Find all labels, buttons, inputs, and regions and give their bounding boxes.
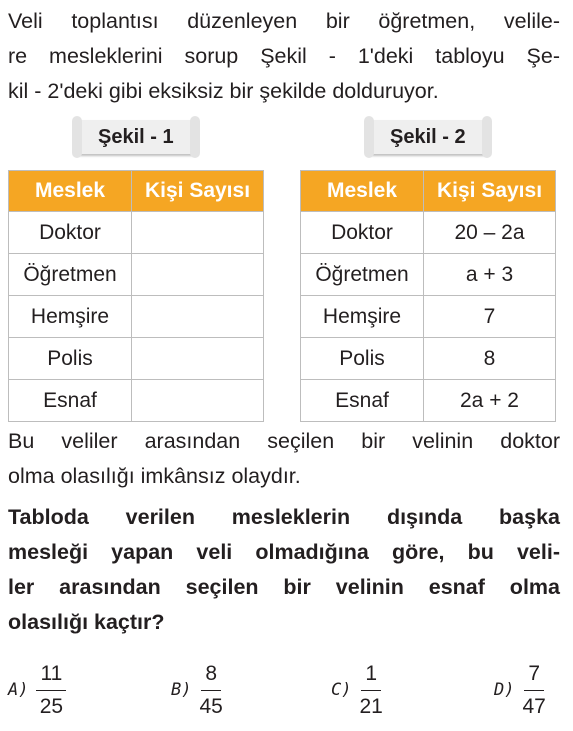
- column-header-meslek: Meslek: [301, 171, 424, 212]
- question-paragraph: [8, 500, 560, 640]
- option-letter: A): [8, 680, 29, 700]
- option-letter: B): [171, 680, 192, 700]
- meslek-cell: Hemşire: [301, 296, 424, 338]
- fraction-denominator: 45: [199, 694, 223, 718]
- intro-line: kil - 2'deki gibi eksiksiz bir şekilde dolduruyor.: [8, 79, 439, 103]
- option-b[interactable]: [171, 655, 223, 725]
- meslek-cell: Hemşire: [9, 296, 132, 338]
- statement-line: Bu veliler arasından seçilen bir velinin doktor: [8, 429, 560, 453]
- fraction-numerator: 7: [524, 661, 544, 691]
- fraction-denominator: 47: [522, 694, 546, 718]
- question-line: ler arasından seçilen bir velinin esnaf olma: [8, 575, 560, 599]
- kisi-cell: [132, 338, 264, 380]
- table-row: [301, 296, 556, 338]
- option-d[interactable]: [494, 655, 546, 725]
- option-fraction: [359, 661, 382, 720]
- kisi-cell: 20 – 2a: [424, 212, 556, 254]
- table-row: [9, 380, 264, 422]
- option-letter: C): [331, 680, 352, 700]
- figure-2-table: [300, 170, 556, 422]
- table-row: [9, 212, 264, 254]
- table-row: [9, 254, 264, 296]
- meslek-cell: Polis: [9, 338, 132, 380]
- kisi-cell: [132, 254, 264, 296]
- table-header-row: [9, 171, 264, 212]
- table-row: [301, 338, 556, 380]
- meslek-cell: Doktor: [301, 212, 424, 254]
- question-line: Tabloda verilen mesleklerin dışında başka: [8, 505, 560, 529]
- table-row: [301, 380, 556, 422]
- kisi-cell: a + 3: [424, 254, 556, 296]
- figure-2-label: Şekil - 2: [368, 120, 488, 154]
- table-row: [9, 296, 264, 338]
- statement-line: olma olasılığı imkânsız olaydır.: [8, 464, 301, 488]
- kisi-cell: [132, 296, 264, 338]
- kisi-cell: 8: [424, 338, 556, 380]
- answer-options: [8, 655, 568, 725]
- statement-paragraph: [8, 424, 560, 494]
- option-fraction: [522, 661, 545, 720]
- kisi-cell: 2a + 2: [424, 380, 556, 422]
- kisi-cell: 7: [424, 296, 556, 338]
- meslek-cell: Öğretmen: [301, 254, 424, 296]
- fraction-numerator: 1: [361, 661, 381, 691]
- meslek-cell: Doktor: [9, 212, 132, 254]
- option-letter: D): [494, 680, 515, 700]
- table-row: [301, 254, 556, 296]
- table-header-row: [301, 171, 556, 212]
- column-header-kisi-sayisi: Kişi Sayısı: [132, 171, 264, 212]
- option-c[interactable]: [331, 655, 383, 725]
- meslek-cell: Polis: [301, 338, 424, 380]
- table-row: [301, 212, 556, 254]
- kisi-cell: [132, 212, 264, 254]
- fraction-denominator: 21: [359, 694, 383, 718]
- column-header-kisi-sayisi: Kişi Sayısı: [424, 171, 556, 212]
- option-fraction: [199, 661, 222, 720]
- kisi-cell: [132, 380, 264, 422]
- fraction-numerator: 8: [201, 661, 221, 691]
- intro-line: Veli toplantısı düzenleyen bir öğretmen, velile-: [8, 9, 560, 33]
- intro-line: re mesleklerini sorup Şekil - 1'deki tabloyu Şe-: [8, 44, 560, 68]
- column-header-meslek: Meslek: [9, 171, 132, 212]
- figure-1-table: [8, 170, 264, 422]
- fraction-denominator: 25: [39, 694, 64, 718]
- meslek-cell: Öğretmen: [9, 254, 132, 296]
- meslek-cell: Esnaf: [301, 380, 424, 422]
- figure-1-label: Şekil - 1: [76, 120, 196, 154]
- fraction-numerator: 11: [36, 661, 66, 691]
- question-line: olasılığı kaçtır?: [8, 610, 165, 634]
- option-fraction: [36, 661, 66, 720]
- option-a[interactable]: [8, 655, 66, 725]
- intro-paragraph: [8, 4, 560, 109]
- question-line: mesleği yapan veli olmadığına göre, bu veli-: [8, 540, 560, 564]
- table-row: [9, 338, 264, 380]
- meslek-cell: Esnaf: [9, 380, 132, 422]
